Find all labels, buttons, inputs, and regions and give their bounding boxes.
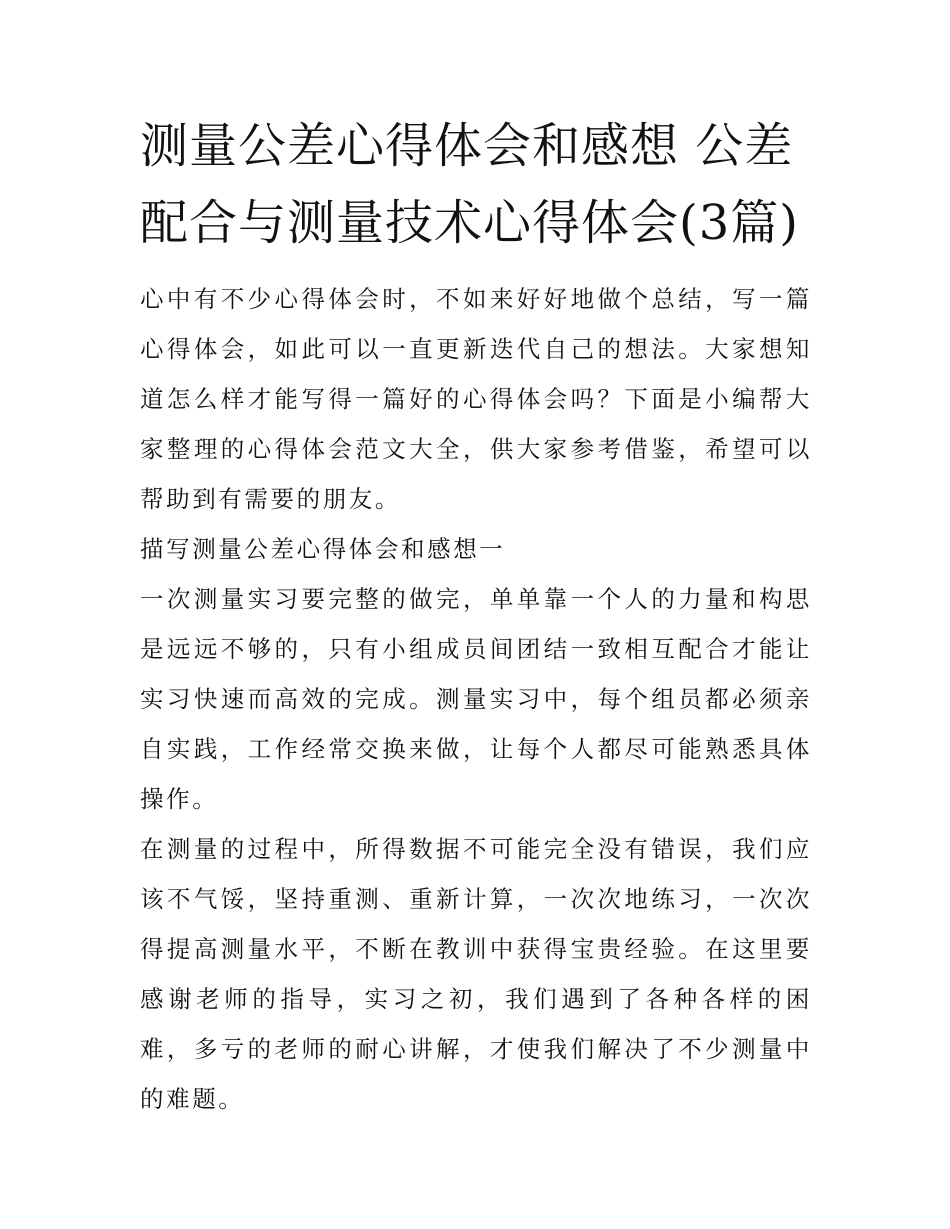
body-paragraph: 一次测量实习要完整的做完，单单靠一个人的力量和构思是远远不够的，只有小组成员间团结一致相互配合才能让实习快速而高效的完成。测量实习中，每个组员都必须亲自实践，工作经常交换来做，让每个人都尽可能熟悉具体操作。: [140, 585, 812, 813]
section-heading: 描写测量公差心得体会和感想一: [140, 535, 506, 563]
intro-paragraph: 心中有不少心得体会时，不如来好好地做个总结，写一篇心得体会，如此可以一直更新迭代自己的想法。大家想知道怎么样才能写得一篇好的心得体会吗？下面是小编帮大家整理的心得体会范文大全，供大家参考借鉴，希望可以帮助到有需要的朋友。: [140, 285, 812, 513]
body-paragraph: 在测量的过程中，所得数据不可能完全没有错误，我们应该不气馁，坚持重测、重新计算，一次次地练习，一次次得提高测量水平，不断在教训中获得宝贵经验。在这里要感谢老师的指导，实习之初，我们遇到了各种各样的困难，多亏的老师的耐心讲解，才使我们解决了不少测量中的难题。: [140, 835, 812, 1113]
document-body: [140, 274, 812, 1124]
document-title: 测量公差心得体会和感想 公差配合与测量技术心得体会(3篇): [140, 118, 799, 251]
document-content: [140, 108, 812, 1124]
